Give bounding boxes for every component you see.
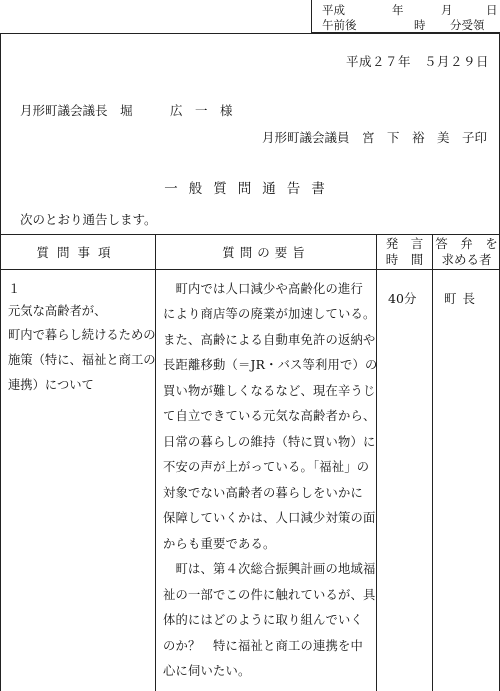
header-time <box>377 234 432 270</box>
speech-time: 40分 <box>388 291 417 306</box>
addressee: 月形町議会議長 堀 広 一 様 <box>20 103 233 118</box>
summary-line: 町は、第４次総合振興計画の地域福 <box>163 562 376 576</box>
receipt-stamp-box <box>311 0 500 33</box>
item-line: 元気な高齢者が、 <box>8 304 107 318</box>
header-time-line-2: 時 間 <box>385 252 424 267</box>
summary-line: 心に伺いたい。 <box>163 664 251 678</box>
header-respondent-line-1: 答 弁 を <box>435 236 498 251</box>
item-line: 連携）について <box>8 378 94 392</box>
header-respondent-line-2: 求める者 <box>441 252 492 267</box>
item-line: 施策（特に、福祉と商工の <box>8 353 156 367</box>
document-title: 一般質問通告書 <box>164 181 336 197</box>
header-summary: 質問の要旨 <box>222 245 310 260</box>
receipt-time-row <box>318 17 494 32</box>
summary-line: 祉の一部でこの件に触れているが、具 <box>163 588 376 602</box>
header-time-line-1: 発 言 <box>385 236 424 251</box>
summary-line: 体的にはどのように取り組んでいく <box>163 613 363 627</box>
submission-date: 平成２７年 ５月２９日 <box>346 54 490 69</box>
column-divider-2 <box>376 234 377 691</box>
sender-signature: 月形町議会議員 宮 下 裕 美 子印 <box>262 130 488 145</box>
item-number: １ <box>8 282 21 296</box>
receipt-day-label: 日 <box>486 3 498 17</box>
receipt-month-label: 月 <box>441 3 453 17</box>
receipt-date-row <box>318 2 498 17</box>
item-line: 町内で暮らし続けるための <box>8 328 156 342</box>
column-divider-3 <box>432 234 433 691</box>
column-divider-1 <box>155 234 156 691</box>
summary-line: からも重要である。 <box>163 537 276 551</box>
receipt-minute-label: 分受領 <box>450 18 485 32</box>
summary-line: 長距離移動（＝JR・バス等利用で）の <box>163 358 378 372</box>
summary-line: 町内では人口減少や高齢化の進行 <box>163 282 363 296</box>
summary-line: 買い物が難しくなるなど、現在辛うじ <box>163 384 376 398</box>
receipt-era-label: 平成 <box>322 3 345 17</box>
intro-text: 次のとおり通告します。 <box>20 212 157 227</box>
respondent: 町長 <box>444 291 482 306</box>
summary-line: のか？ 特に福祉と商工の連携を中 <box>163 639 363 653</box>
receipt-year-label: 年 <box>392 3 404 17</box>
receipt-ampm-label: 午前後 <box>322 18 357 32</box>
summary-line: 保障していくかは、人口減少対策の面 <box>163 511 376 525</box>
receipt-hour-label: 時 <box>414 18 426 32</box>
summary-line: 日常の暮らしの維持（特に買い物）に <box>163 435 376 449</box>
header-respondent <box>433 234 500 270</box>
question-table <box>0 234 500 691</box>
header-item: 質問事項 <box>36 245 119 260</box>
summary-line: 不安の声が上がっている。「福祉」の <box>163 460 370 474</box>
summary-line: 対象でない高齢者の暮らしをいかに <box>163 486 363 500</box>
summary-line: て自立できている元気な高齢者から、 <box>163 409 376 423</box>
summary-line: により商店等の廃業が加速している。 <box>163 307 376 321</box>
summary-line: また、高齢による自動車免許の返納や <box>163 333 376 347</box>
